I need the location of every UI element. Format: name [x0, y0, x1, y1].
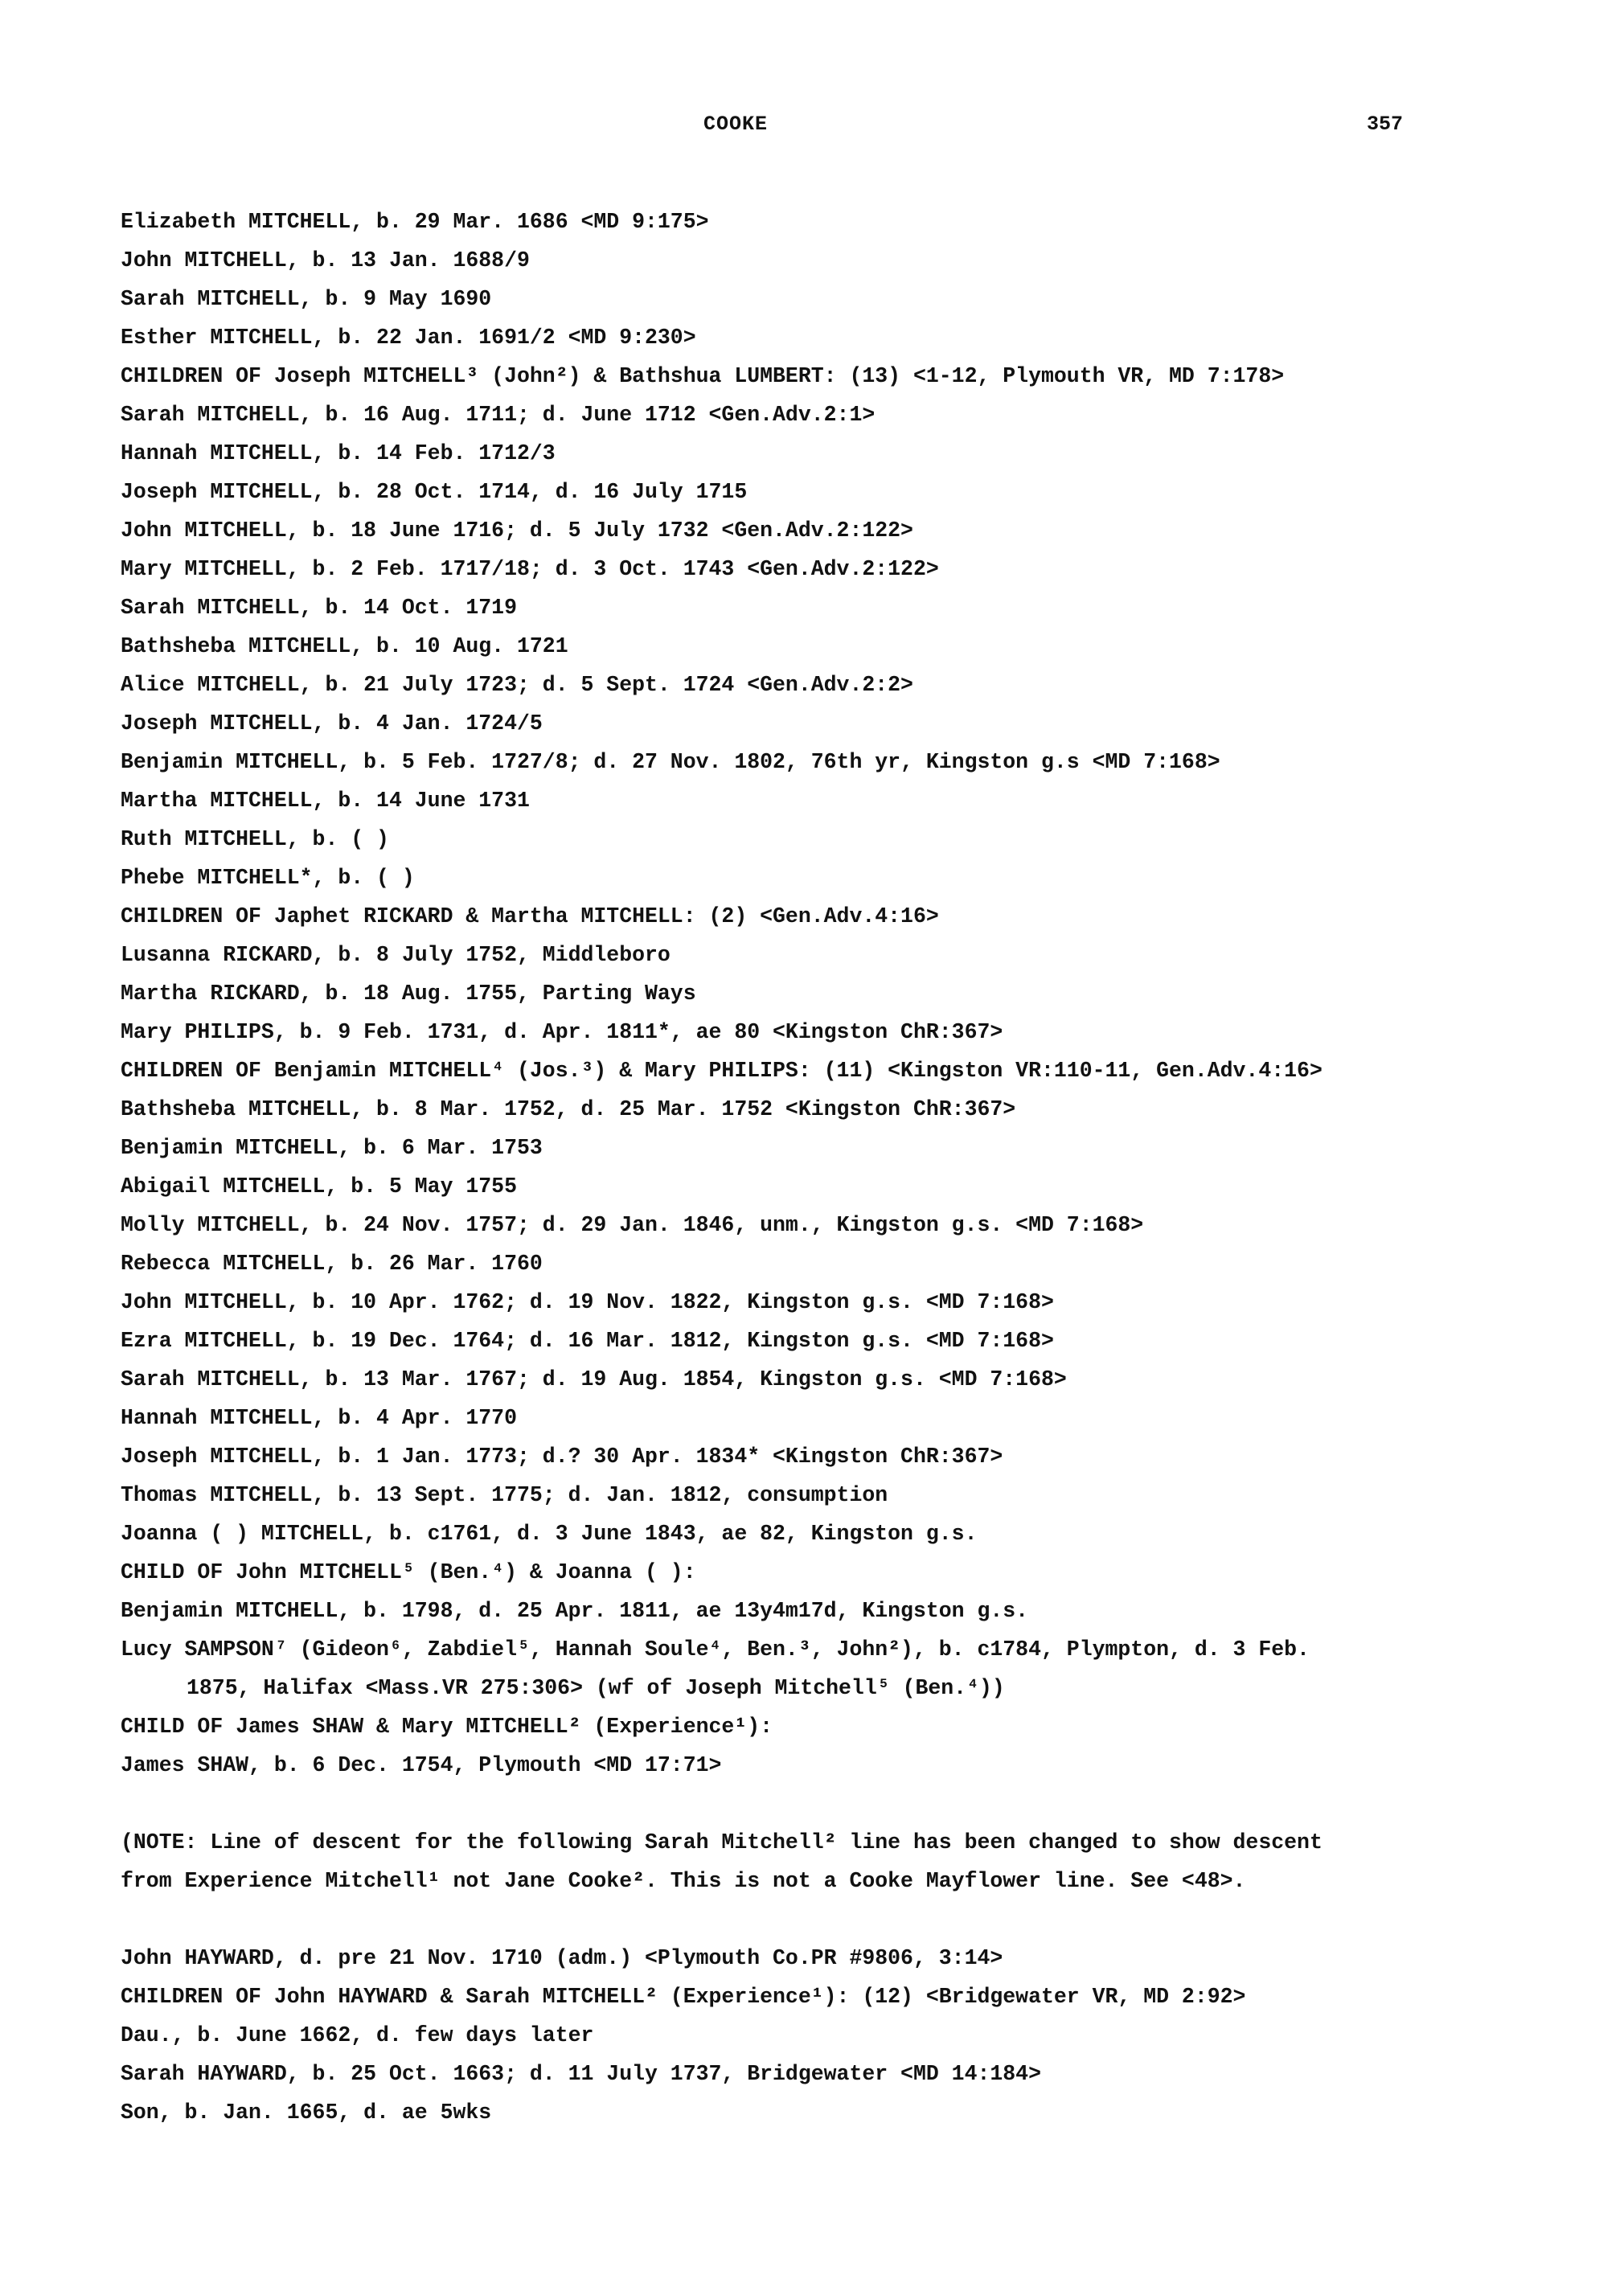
- entry-line: Thomas MITCHELL, b. 13 Sept. 1775; d. Jan. 1812, consumption: [121, 1483, 888, 1507]
- note-line: from Experience Mitchell¹ not Jane Cooke². This is not a Cooke Mayflower line. See <48>.: [121, 1869, 1246, 1893]
- entry-line: Bathsheba MITCHELL, b. 10 Aug. 1721: [121, 634, 568, 658]
- entry-line: Hannah MITCHELL, b. 4 Apr. 1770: [121, 1406, 517, 1430]
- entry-line: Son, b. Jan. 1665, d. ae 5wks: [121, 2100, 492, 2125]
- entry-line: Bathsheba MITCHELL, b. 8 Mar. 1752, d. 25 Mar. 1752 <Kingston ChR:367>: [121, 1097, 1016, 1121]
- page-number: 357: [1367, 113, 1404, 136]
- page-title: COOKE: [703, 113, 769, 136]
- entry-line: Benjamin MITCHELL, b. 1798, d. 25 Apr. 1811, ae 13y4m17d, Kingston g.s.: [121, 1599, 1029, 1623]
- children-heading: CHILDREN OF Joseph MITCHELL³ (John²) & Bathshua LUMBERT: (13) <1-12, Plymouth VR, MD 7:178>: [121, 364, 1285, 388]
- entry-line: Hannah MITCHELL, b. 14 Feb. 1712/3: [121, 441, 556, 465]
- spacer: [121, 1900, 1391, 1939]
- entry-line: Benjamin MITCHELL, b. 5 Feb. 1727/8; d. 27 Nov. 1802, 76th yr, Kingston g.s <MD 7:168>: [121, 750, 1220, 774]
- entry-line: Mary MITCHELL, b. 2 Feb. 1717/18; d. 3 Oct. 1743 <Gen.Adv.2:122>: [121, 557, 939, 581]
- entry-line: Elizabeth MITCHELL, b. 29 Mar. 1686 <MD 9:175>: [121, 210, 709, 234]
- entry-line: James SHAW, b. 6 Dec. 1754, Plymouth <MD 17:71>: [121, 1753, 722, 1777]
- document-body: [121, 203, 1391, 2132]
- entry-line: Ruth MITCHELL, b. ( ): [121, 827, 389, 851]
- entry-line: Martha RICKARD, b. 18 Aug. 1755, Parting Ways: [121, 982, 696, 1006]
- entry-line: John MITCHELL, b. 10 Apr. 1762; d. 19 Nov. 1822, Kingston g.s. <MD 7:168>: [121, 1290, 1054, 1314]
- entry-line: Ezra MITCHELL, b. 19 Dec. 1764; d. 16 Mar. 1812, Kingston g.s. <MD 7:168>: [121, 1329, 1054, 1353]
- entry-line: Molly MITCHELL, b. 24 Nov. 1757; d. 29 Jan. 1846, unm., Kingston g.s. <MD 7:168>: [121, 1213, 1144, 1237]
- entry-line: John HAYWARD, d. pre 21 Nov. 1710 (adm.) <Plymouth Co.PR #9806, 3:14>: [121, 1946, 1003, 1970]
- entry-line: John MITCHELL, b. 13 Jan. 1688/9: [121, 248, 530, 273]
- entry-line: Joanna ( ) MITCHELL, b. c1761, d. 3 June 1843, ae 82, Kingston g.s.: [121, 1522, 978, 1546]
- entry-line: Joseph MITCHELL, b. 4 Jan. 1724/5: [121, 711, 543, 736]
- entry-line: Abigail MITCHELL, b. 5 May 1755: [121, 1174, 517, 1199]
- entry-line: Sarah MITCHELL, b. 16 Aug. 1711; d. June 1712 <Gen.Adv.2:1>: [121, 403, 876, 427]
- entry-line: Sarah MITCHELL, b. 14 Oct. 1719: [121, 596, 517, 620]
- entry-line: Benjamin MITCHELL, b. 6 Mar. 1753: [121, 1136, 543, 1160]
- entry-line: Joseph MITCHELL, b. 28 Oct. 1714, d. 16 July 1715: [121, 480, 748, 504]
- children-heading: CHILDREN OF John HAYWARD & Sarah MITCHELL² (Experience¹): (12) <Bridgewater VR, MD 2:92>: [121, 1985, 1246, 2009]
- entry-line: Rebecca MITCHELL, b. 26 Mar. 1760: [121, 1252, 543, 1276]
- entry-line: Esther MITCHELL, b. 22 Jan. 1691/2 <MD 9:230>: [121, 326, 696, 350]
- child-heading: CHILD OF James SHAW & Mary MITCHELL² (Experience¹):: [121, 1715, 773, 1739]
- entry-line: Joseph MITCHELL, b. 1 Jan. 1773; d.? 30 Apr. 1834* <Kingston ChR:367>: [121, 1445, 1003, 1469]
- entry-line: Lucy SAMPSON⁷ (Gideon⁶, Zabdiel⁵, Hannah Soule⁴, Ben.³, John²), b. c1784, Plympton, d. 3 Feb.: [121, 1637, 1310, 1662]
- entry-line-continuation: 1875, Halifax <Mass.VR 275:306> (wf of Joseph Mitchell⁵ (Ben.⁴)): [187, 1676, 1005, 1700]
- children-heading: CHILDREN OF Japhet RICKARD & Martha MITCHELL: (2) <Gen.Adv.4:16>: [121, 904, 939, 928]
- page-header: [0, 113, 1624, 145]
- entry-line: Dau., b. June 1662, d. few days later: [121, 2023, 594, 2047]
- spacer: [121, 1785, 1391, 1823]
- entry-line: Sarah MITCHELL, b. 9 May 1690: [121, 287, 492, 311]
- entry-line: Lusanna RICKARD, b. 8 July 1752, Middleboro: [121, 943, 671, 967]
- child-heading: CHILD OF John MITCHELL⁵ (Ben.⁴) & Joanna ( ):: [121, 1560, 696, 1584]
- note-line: (NOTE: Line of descent for the following Sarah Mitchell² line has been changed to show descent: [121, 1830, 1323, 1855]
- entry-line: Phebe MITCHELL*, b. ( ): [121, 866, 415, 890]
- entry-line: Sarah HAYWARD, b. 25 Oct. 1663; d. 11 July 1737, Bridgewater <MD 14:184>: [121, 2062, 1041, 2086]
- entry-line: Martha MITCHELL, b. 14 June 1731: [121, 789, 530, 813]
- children-heading: CHILDREN OF Benjamin MITCHELL⁴ (Jos.³) & Mary PHILIPS: (11) <Kingston VR:110-11, Gen.Adv.4:16>: [121, 1059, 1323, 1083]
- entry-line: Sarah MITCHELL, b. 13 Mar. 1767; d. 19 Aug. 1854, Kingston g.s. <MD 7:168>: [121, 1367, 1067, 1391]
- entry-line: Alice MITCHELL, b. 21 July 1723; d. 5 Sept. 1724 <Gen.Adv.2:2>: [121, 673, 913, 697]
- entry-line: Mary PHILIPS, b. 9 Feb. 1731, d. Apr. 1811*, ae 80 <Kingston ChR:367>: [121, 1020, 1003, 1044]
- entry-line: John MITCHELL, b. 18 June 1716; d. 5 July 1732 <Gen.Adv.2:122>: [121, 518, 913, 543]
